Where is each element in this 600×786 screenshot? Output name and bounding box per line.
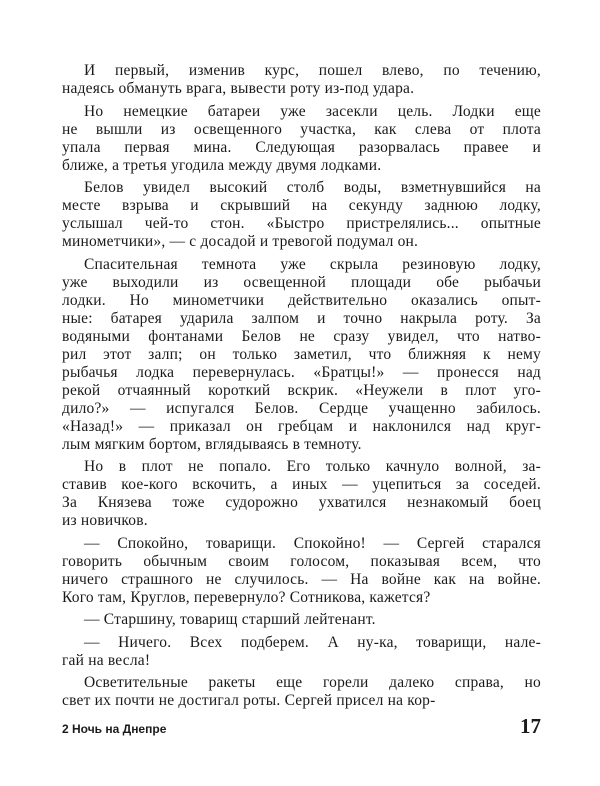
text-line: дило?» — испугался Белов. Сердце учащенно забилось. [62,399,541,417]
page-number: 17 [520,714,541,738]
text-line: уже выходили из освещенной площади обе рыбачьи [62,273,541,291]
paragraph [62,674,541,710]
text-line: услышал чей-то стон. «Быстро пристрелялись... опытные [62,215,541,232]
text-line: Кого там, Круглов, перевернуло? Сотникова, кажется? [62,588,431,606]
text-line: свет их почти не достигал роты. Сергей присел на кор- [62,692,436,709]
paragraph [62,634,541,670]
paragraph [62,256,541,454]
text-line: За Князева тоже судорожно ухватился незнакомый боец [62,494,541,511]
text-line: минометчики», — с досадой и тревогой подумал он. [62,233,419,250]
text-line: «Назад!» — приказал он гребцам и наклонился над круг- [62,417,541,435]
text-line: рыбачья лодка перевернулась. «Братцы!» — пронесся над [62,363,541,381]
text-line: ничего страшного не случилось. — На войне как на войне. [62,570,541,588]
text-line: водяными фонтанами Белов не сразу увидел, что натво- [62,327,541,345]
paragraph [62,458,541,530]
text-line: — Спокойно, товарищи. Спокойно! — Сергей старался [84,534,541,552]
paragraph [62,179,541,251]
text-line: И первый, изменив курс, пошел влево, по течению, [84,62,541,79]
text-line: Спасительная темнота уже скрыла резиновую лодку, [84,255,541,273]
text-line: Осветительные ракеты еще горели далеко справа, но [84,674,541,691]
page-body [62,62,541,715]
text-line: ные: батарея ударила залпом и точно накрыла роту. За [62,309,541,327]
text-line: месте взрыва и скрывший на секунду заднюю лодку, [62,197,541,214]
paragraph [62,611,541,629]
text-line: говорить обычным своим голосом, показывая всем, что [62,552,541,570]
text-line: гай на весла! [62,651,151,669]
text-line: лым мягким бортом, вглядываясь в темноту. [62,435,362,453]
printer-signature: 2 Ночь на Днепре [62,722,167,736]
text-line: ближе, а третья угодила между двумя лодками. [62,156,382,174]
text-line: из новичков. [62,512,148,529]
paragraph [62,103,541,175]
page-footer [62,712,541,738]
text-line: упала первая мина. Следующая разорвалась правее и [62,138,541,156]
text-line: не вышли из освещенного участка, как слева от плота [62,120,541,138]
text-line: надеясь обмануть врага, вывести роту из-под удара. [62,80,415,97]
paragraph [62,535,541,607]
text-line: ставив кое-кого вскочить, а иных — уцепиться за соседей. [62,476,541,493]
text-line: Но немецкие батареи уже засекли цель. Лодки еще [84,102,541,120]
text-line: Белов увидел высокий столб воды, взметнувшийся на [84,179,541,196]
text-line: рил этот залп; он только заметил, что ближняя к нему [62,345,541,363]
text-line: рекой отчаянный короткий вскрик. «Неужели в плот уго- [62,381,541,399]
text-line: Но в плот не попало. Его только качнуло волной, за- [84,458,541,475]
paragraph [62,62,541,98]
text-line: лодки. Но минометчики действительно оказались опыт- [62,291,541,309]
text-line: — Ничего. Всех подберем. А ну-ка, товарищи, нале- [84,633,541,651]
text-line: — Старшину, товарищ старший лейтенант. [84,611,376,628]
